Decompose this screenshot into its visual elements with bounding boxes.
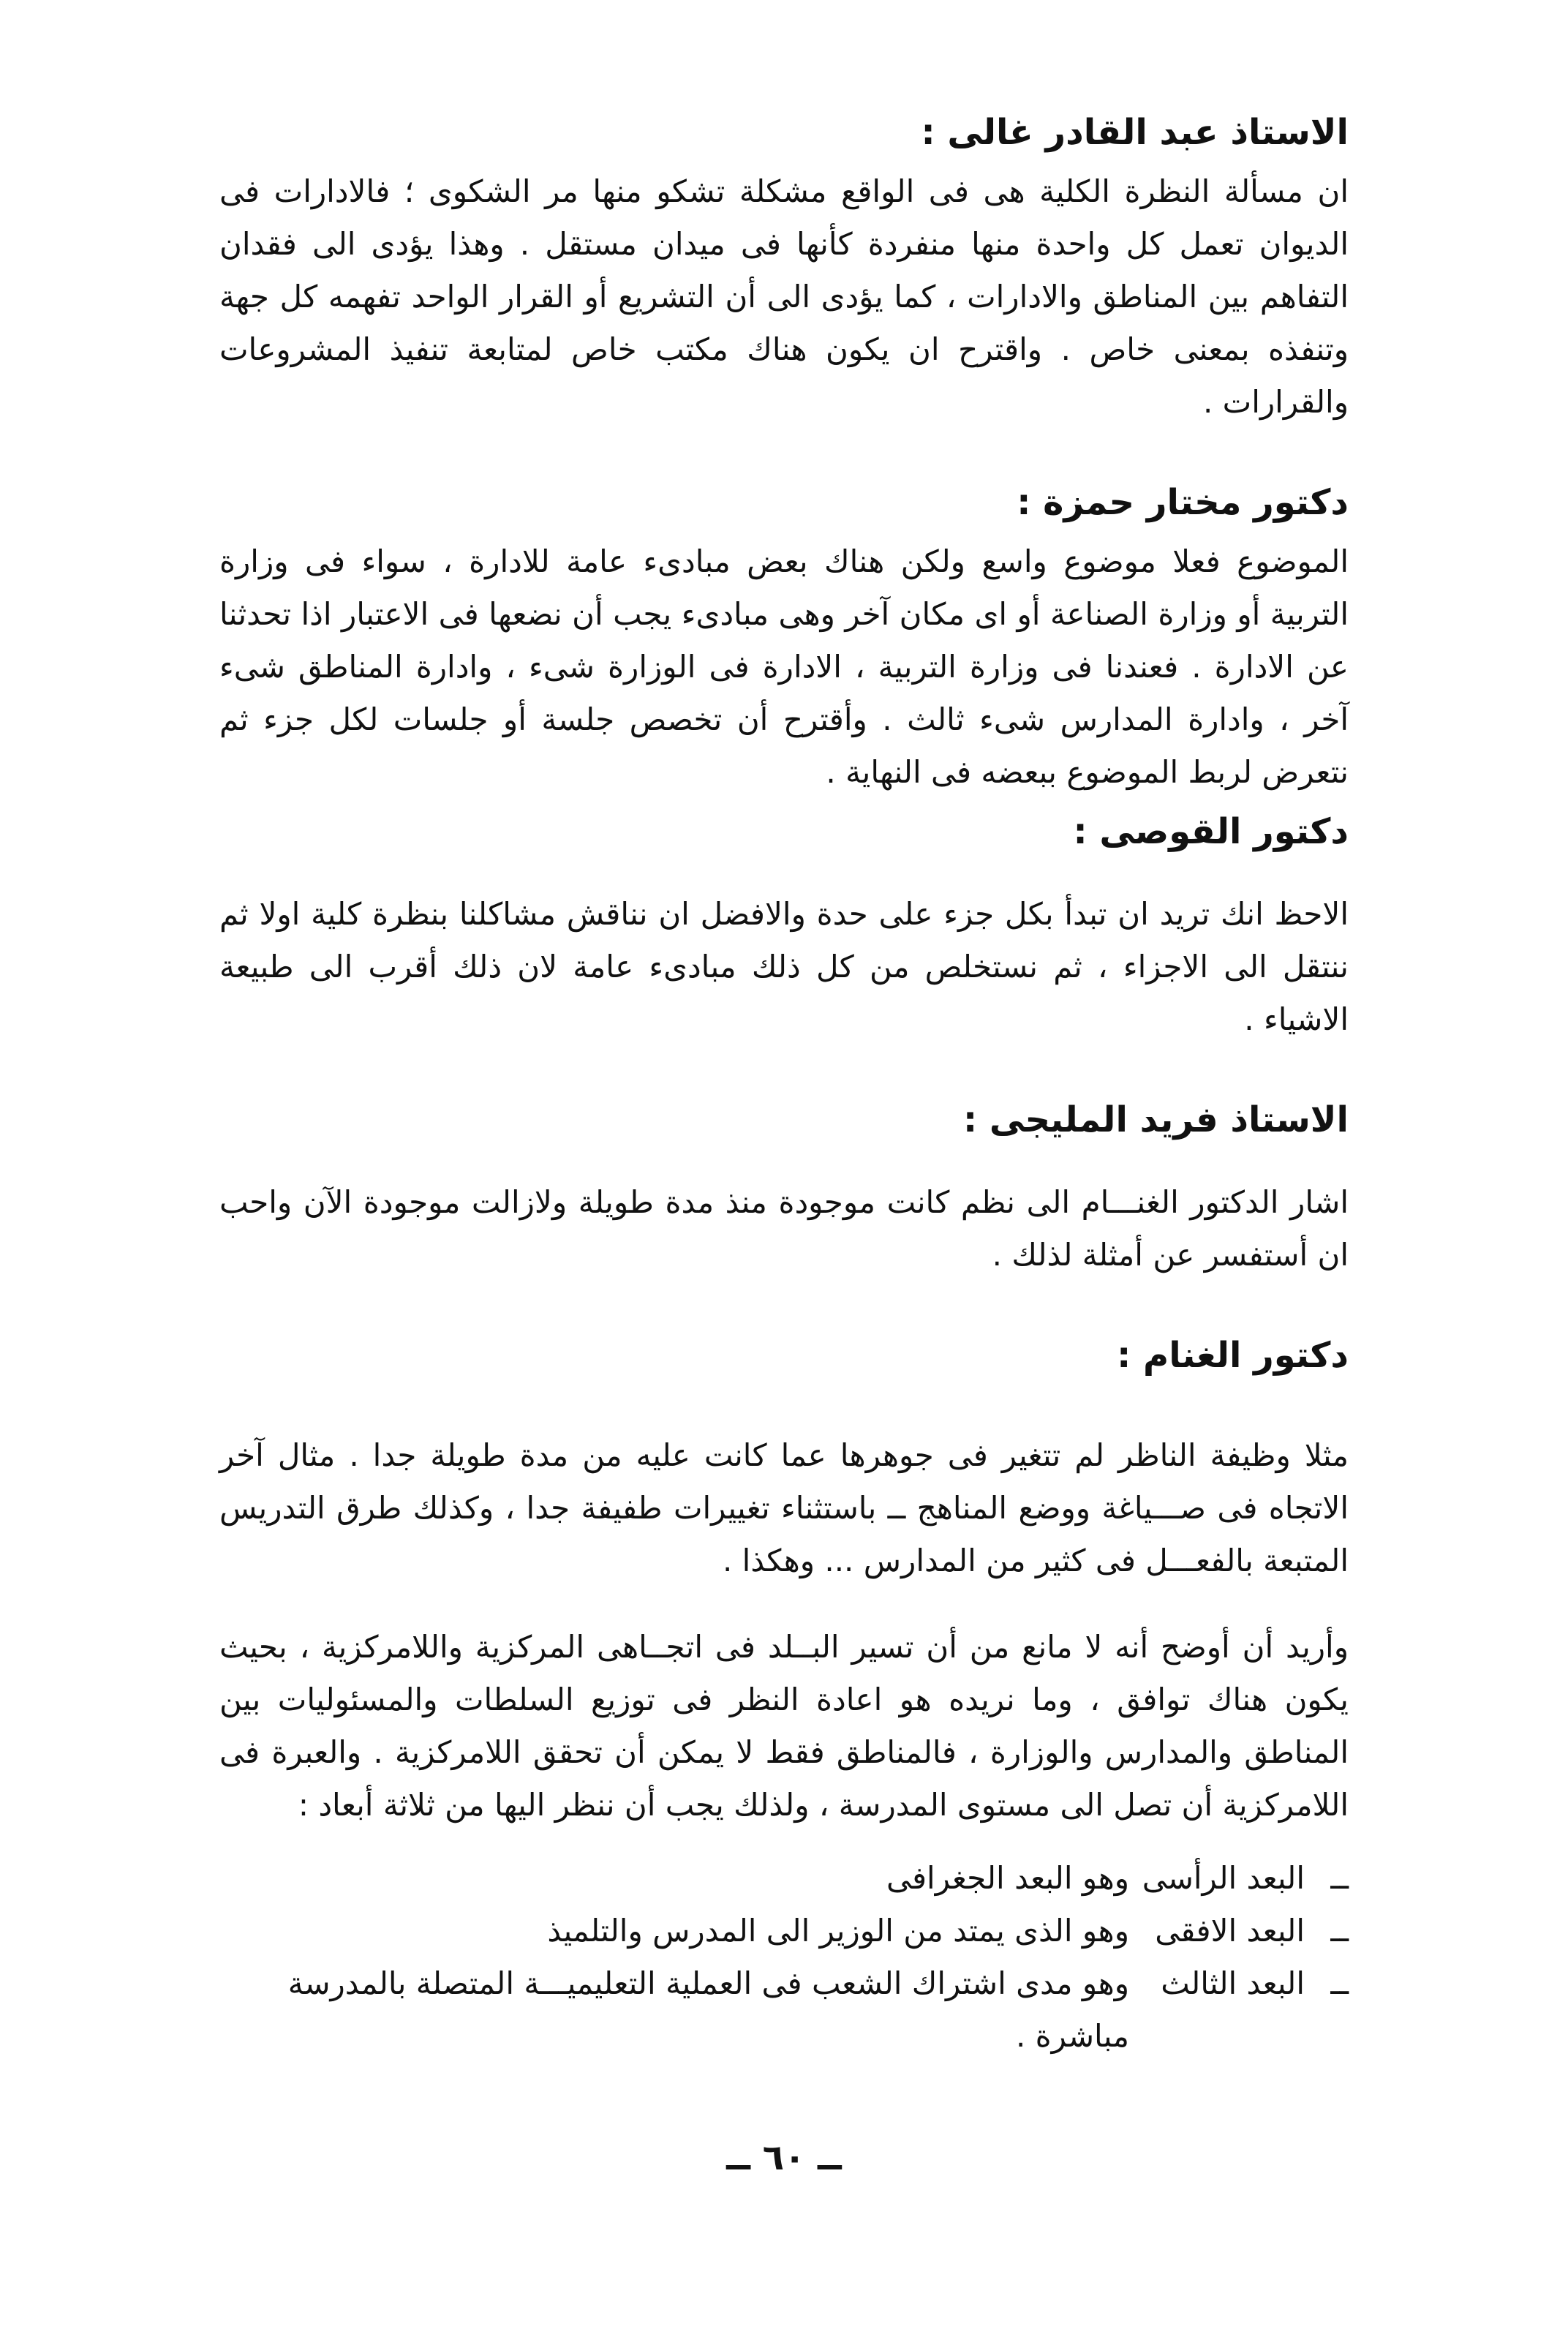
paragraph: مثلا وظيفة الناظر لم تتغير فى جوهرها عما كانت عليه من مدة طويلة جدا . مثال آخر الاتجاه فى صـــياغة ووضع المناهج ــ باستثناء تغييرات طفيفة جدا ، وكذلك طرق التدريس المتبعة بالفعـــل فى كثير من المدارس ... وهكذا . xyxy=(219,1437,1349,1578)
speaker-heading: الاستاذ فريد المليجى : xyxy=(962,1099,1349,1140)
speaker-heading: الاستاذ عبد القادر غالى : xyxy=(921,112,1349,153)
dimension-description: وهو البعد الجغرافى xyxy=(886,1860,1129,1896)
dimensions-list xyxy=(219,1852,1349,2063)
speaker-heading: دكتور الغنام : xyxy=(1117,1335,1349,1376)
dash-bullet: ــ xyxy=(1330,1913,1349,1949)
dimension-name: البعد الافقى xyxy=(1155,1913,1305,1949)
dash-bullet: ــ xyxy=(1330,1965,1349,2001)
paragraph: ان مسألة النظرة الكلية هى فى الواقع مشكلة تشكو منها مر الشكوى ؛ فالادارات فى الديوان تعمل كل واحدة منها منفردة كأنها فى ميدان مستقل . وهذا يؤدى الى فقدان التفاهم بين المناطق والادارات ، كما يؤدى الى أن التشريع أو القرار الواحد تفهمه كل جهة وتنفذه بمعنى خاص . واقترح ان يكون هناك مكتب خاص لمتابعة تنفيذ المشروعات والقرارات . xyxy=(219,173,1349,420)
paragraph: وأريد أن أوضح أنه لا مانع من أن تسير البــلد فى اتجــاهى المركزية واللامركزية ، بحيث يكون هناك توافق ، وما نريده هو اعادة النظر فى توزيع السلطات والمسئوليات بين المناطق والمدارس والوزارة ، فالمناطق فقط لا يمكن أن تحقق اللامركزية . والعبرة فى اللامركزية أن تصل الى مستوى المدرسة ، ولذلك يجب أن ننظر اليها من ثلاثة أبعاد : xyxy=(219,1629,1349,1823)
paragraph: اشار الدكتور الغنـــام الى نظم كانت موجودة منذ مدة طويلة ولازالت موجودة الآن واحب ان أستفسر عن أمثلة لذلك . xyxy=(219,1184,1349,1273)
dimension-description: وهو مدى اشتراك الشعب فى العملية التعليميـــة المتصلة بالمدرسة مباشرة . xyxy=(287,1965,1129,2054)
dimension-name: البعد الرأسى xyxy=(1142,1860,1305,1896)
dimension-item xyxy=(219,1905,1349,1957)
dimension-description: وهو الذى يمتد من الوزير الى المدرس والتلميذ xyxy=(547,1913,1129,1949)
paragraph: الاحظ انك تريد ان تبدأ بكل جزء على حدة والافضل ان نناقش مشاكلنا بنظرة كلية اولا ثم ننتقل الى الاجزاء ، ثم نستخلص من كل ذلك مبادىء عامة لان ذلك أقرب الى طبيعة الاشياء . xyxy=(219,896,1349,1037)
dash-bullet: ــ xyxy=(1330,1860,1349,1896)
dimension-name: البعد الثالث xyxy=(1161,1965,1305,2001)
page-number: ــ ٦٠ ــ xyxy=(726,2137,842,2178)
speaker-heading: دكتور القوصى : xyxy=(1073,811,1349,852)
dimension-item xyxy=(219,1852,1349,1905)
speaker-heading: دكتور مختار حمزة : xyxy=(1017,482,1349,523)
paragraph: الموضوع فعلا موضوع واسع ولكن هناك بعض مبادىء عامة للادارة ، سواء فى وزارة التربية أو وزارة الصناعة أو اى مكان آخر وهى مبادىء يجب أن نضعها فى الاعتبار اذا تحدثنا عن الادارة . فعندنا فى وزارة التربية ، الادارة فى الوزارة شىء ، وادارة المناطق شىء آخر ، وادارة المدارس شىء ثالث . وأقترح أن تخصص جلسة أو جلسات لكل جزء ثم نتعرض لربط الموضوع ببعضه فى النهاية . xyxy=(219,543,1349,790)
dimension-item xyxy=(219,1957,1349,2063)
